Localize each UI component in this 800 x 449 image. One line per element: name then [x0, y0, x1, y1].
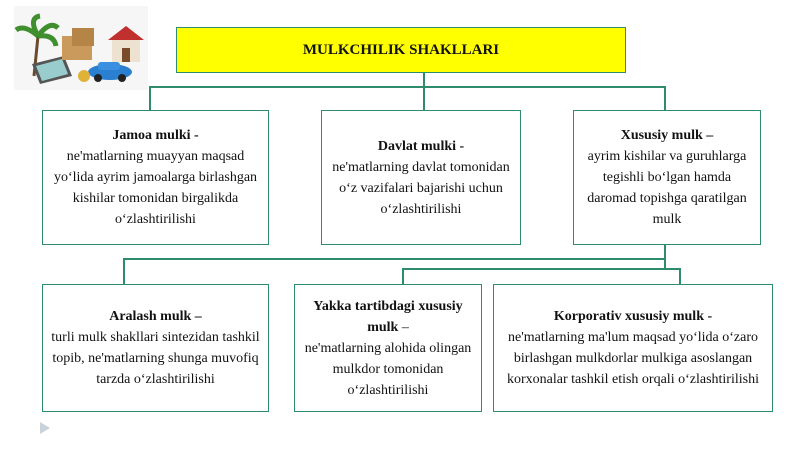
box-korporativ-heading: Korporativ xususiy mulk -	[553, 309, 713, 324]
box-korporativ-xususiy	[493, 284, 773, 412]
box-xususiy-mulk	[573, 110, 761, 245]
box-davlat-mulki	[321, 110, 521, 245]
box-jamoa-mulki	[42, 110, 269, 245]
box-jamoa-heading: Jamoa mulki -	[112, 128, 199, 143]
connector-aralash	[123, 258, 125, 284]
connector-mid-bar	[402, 268, 681, 270]
box-aralash-mulk	[42, 284, 269, 412]
box-yakka-body: ne'matlarning alohida olingan mulkdor tomonidan o‘zlashtirilishi	[304, 340, 472, 398]
box-korporativ-body: ne'matlarning ma'lum maqsad yo‘lida o‘zaro birlashgan mulkdorlar mulkiga asoslangan korxonalar tashkil etish orqali o‘zlashtirilishi	[507, 330, 759, 387]
connector-davlat	[423, 86, 425, 110]
box-aralash-heading: Aralash mulk –	[109, 309, 202, 324]
diagram-title: MULKCHILIK SHAKLLARI	[176, 27, 626, 73]
box-davlat-body: ne'matlarning davlat tomonidan o‘z vazifalari bajarishi uchun o‘zlashtirilishi	[332, 159, 510, 217]
box-yakka-heading: Yakka tartibdagi xususiy mulk	[313, 298, 463, 335]
connector-jamoa	[149, 86, 151, 110]
property-collage-icon	[14, 6, 148, 90]
connector-yakka	[402, 268, 404, 284]
box-xususiy-heading: Xususiy mulk –	[620, 128, 714, 143]
box-jamoa-body: ne'matlarning muayyan maqsad yo‘lida ayrim jamoalarga birlashgan kishilar tomonidan birgalikda o‘zlashtirilishi	[53, 149, 258, 227]
connector-xususiy-down	[664, 245, 666, 268]
connector-title-stem	[423, 73, 425, 87]
connector-top-bar	[149, 86, 666, 88]
box-yakka-tartibdagi	[294, 284, 482, 412]
box-davlat-heading: Davlat mulki -	[377, 138, 465, 154]
box-xususiy-body: ayrim kishilar va guruhlarga tegishli bo‘lgan hamda daromad topishga qaratilgan mulk	[587, 149, 747, 227]
box-yakka-dash: –	[398, 319, 409, 335]
connector-korporativ	[679, 268, 681, 284]
nav-arrow-icon[interactable]	[38, 421, 52, 435]
connector-xususiy	[664, 86, 666, 110]
box-aralash-body: turli mulk shakllari sintezidan tashkil topib, ne'matlarning shunga muvofiq tarzda o‘zlashtirilishi	[51, 330, 260, 387]
connector-bottom-bar	[123, 258, 666, 260]
